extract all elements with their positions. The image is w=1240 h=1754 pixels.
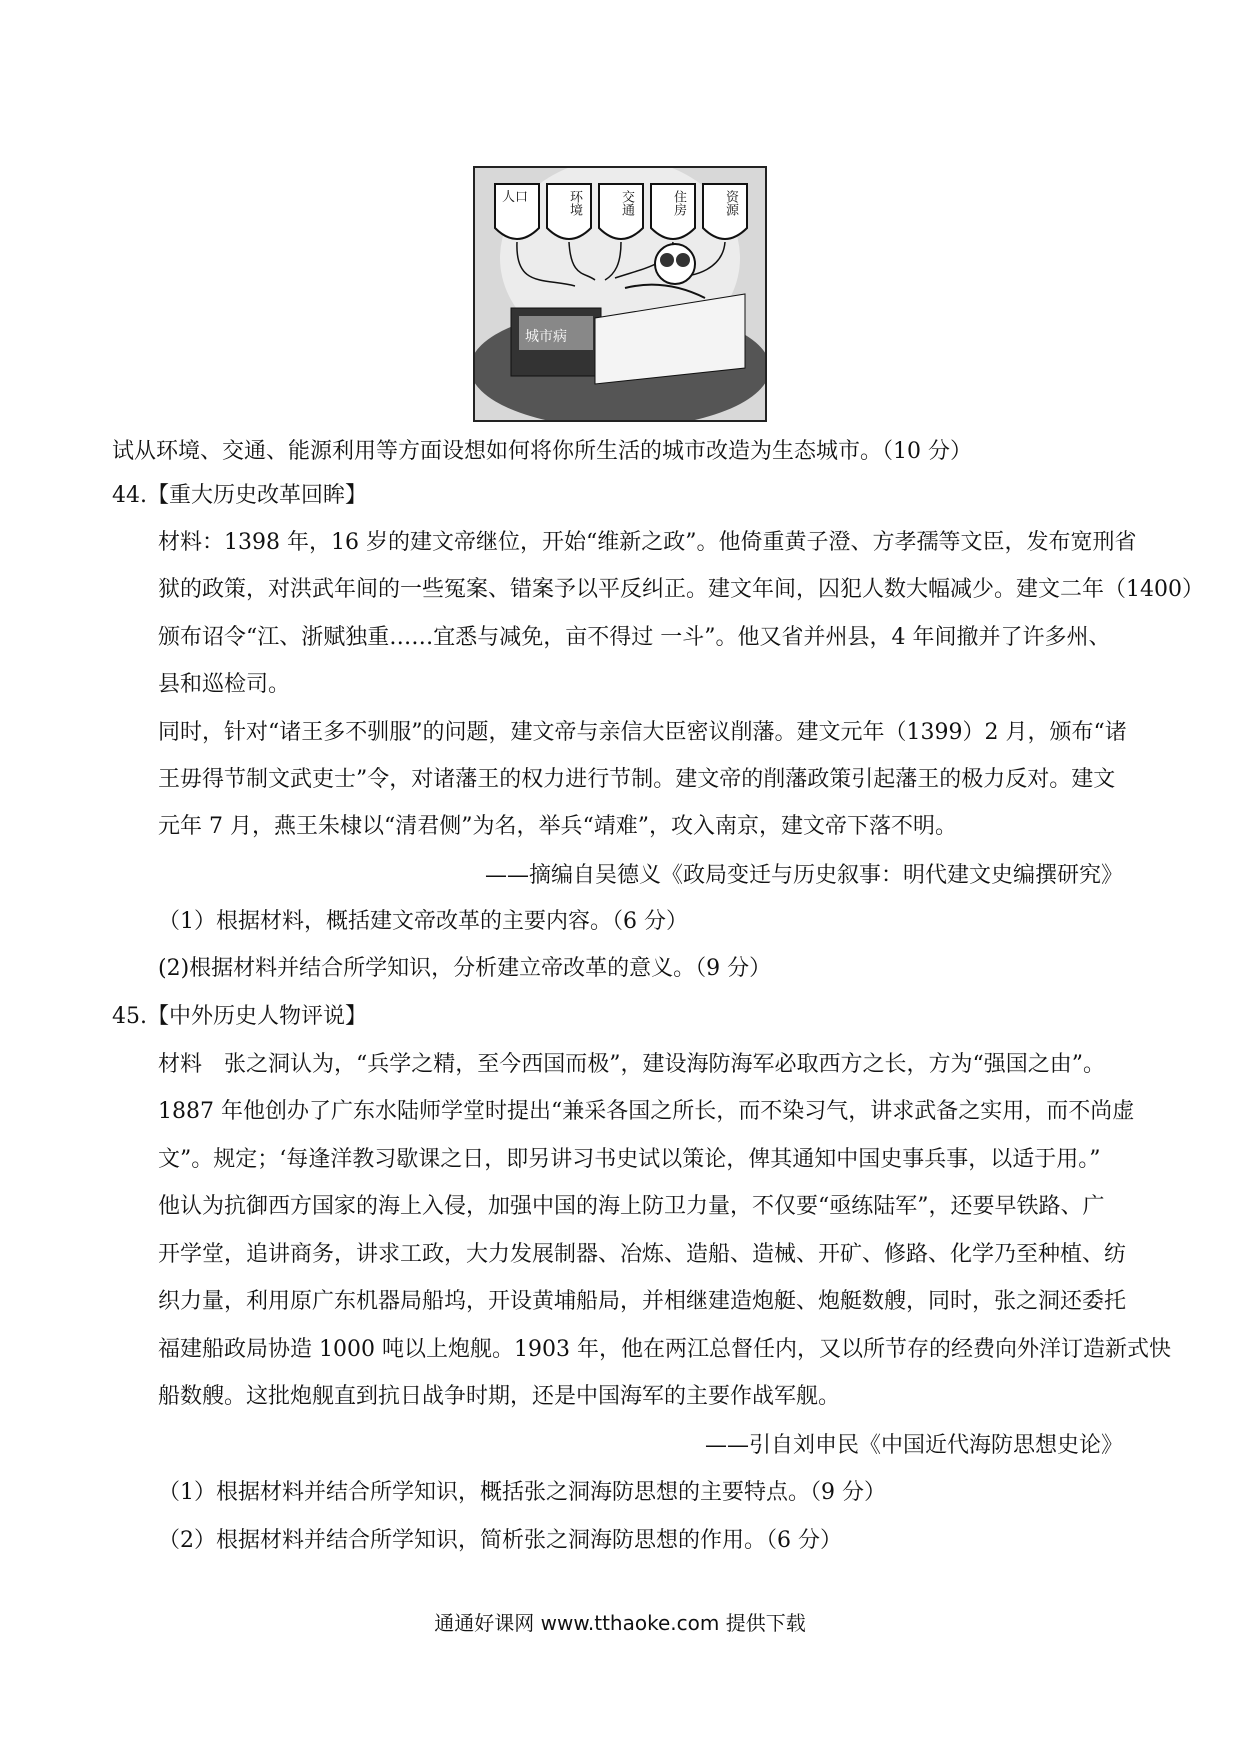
q45-material-line: 材料 张之洞认为，“兵学之精，至今西国而极”，建设海防海军必取西方之长，方为“强国之由”。	[158, 1052, 1105, 1077]
bag-label: 交通	[619, 190, 634, 216]
bag-label: 人口	[501, 190, 528, 205]
bag-label: 资源	[723, 190, 738, 216]
q44-heading: 44.【重大历史改革回眸】	[112, 483, 367, 508]
q45-heading: 45.【中外历史人物评说】	[112, 1004, 367, 1029]
q45-material-line: 开学堂，追讲商务，讲求工政，大力发展制器、冶炼、造船、造械、开矿、修路、化学乃至种植、纺	[158, 1242, 1127, 1267]
q44-source: ——摘编自吴德义《政局变迁与历史叙事：明代建文史编撰研究》	[484, 863, 1123, 888]
q45-material-line: 1887 年他创办了广东水陆师学堂时提出“兼采各国之所长，而不染习气，讲求武备之实用，而不尚虚	[158, 1099, 1135, 1124]
bed-label: 城市病	[525, 329, 567, 345]
q45-material-line: 文”。规定；‘每逢洋教习歇课之日，即另讲习书史试以策论，俾其通知中国史事兵事，以适于用。”	[158, 1147, 1101, 1172]
q45-subquestion-2: （2）根据材料并结合所学知识，简析张之洞海防思想的作用。（6 分）	[158, 1528, 842, 1553]
q43-prompt: 试从环境、交通、能源利用等方面设想如何将你所生活的城市改造为生态城市。（10 分）	[112, 439, 972, 464]
q44-material-line: 颁布诏令“江、浙赋独重……宜悉与减免，亩不得过 一斗”。他又省并州县，4 年间撤并了许多州、	[158, 625, 1111, 650]
bag-label: 住房	[671, 190, 686, 216]
q44-material-line: 元年 7 月，燕王朱棣以“清君侧”为名，举兵“靖难”，攻入南京，建文帝下落不明。	[158, 814, 957, 839]
q45-material-line: 福建船政局协造 1000 吨以上炮舰。1903 年，他在两江总督任内，又以所节存的经费向外洋订造新式快	[158, 1337, 1171, 1362]
city-disease-cartoon	[473, 166, 767, 422]
q44-subquestion-2: (2)根据材料并结合所学知识，分析建立帝改革的意义。（9 分）	[158, 956, 772, 981]
q45-source: ——引自刘申民《中国近代海防思想史论》	[704, 1433, 1123, 1458]
q44-material-line: 王毋得节制文武吏士”令，对诸藩王的权力进行节制。建文帝的削藩政策引起藩王的极力反对。建文	[158, 767, 1116, 792]
q45-material-line: 他认为抗御西方国家的海上入侵，加强中国的海上防卫力量，不仅要“亟练陆军”，还要早铁路、广	[158, 1194, 1105, 1219]
q44-material-line: 县和巡检司。	[158, 672, 291, 697]
q44-material-line: 同时，针对“诸王多不驯服”的问题，建文帝与亲信大臣密议削藩。建文元年（1399）2 月，颁布“诸	[158, 720, 1127, 745]
q44-material-line: 狱的政策，对洪武年间的一些冤案、错案予以平反纠正。建文年间，囚犯人数大幅减少。建文二年（1400）	[158, 577, 1204, 602]
page-footer: 通通好课网 www.tthaoke.com 提供下载	[434, 1611, 806, 1635]
q45-subquestion-1: （1）根据材料并结合所学知识，概括张之洞海防思想的主要特点。（9 分）	[158, 1480, 886, 1505]
q44-material-line: 材料：1398 年，16 岁的建文帝继位，开始“维新之政”。他倚重黄子澄、方孝孺等文臣，发布宽刑省	[158, 530, 1137, 555]
q45-material-line: 船数艘。这批炮舰直到抗日战争时期，还是中国海军的主要作战军舰。	[158, 1384, 841, 1409]
q45-material-line: 织力量，利用原广东机器局船坞，开设黄埔船局，并相继建造炮艇、炮艇数艘，同时，张之洞还委托	[158, 1289, 1127, 1314]
bag-label: 环境	[567, 190, 582, 216]
q44-subquestion-1: （1）根据材料，概括建文帝改革的主要内容。（6 分）	[158, 909, 688, 934]
